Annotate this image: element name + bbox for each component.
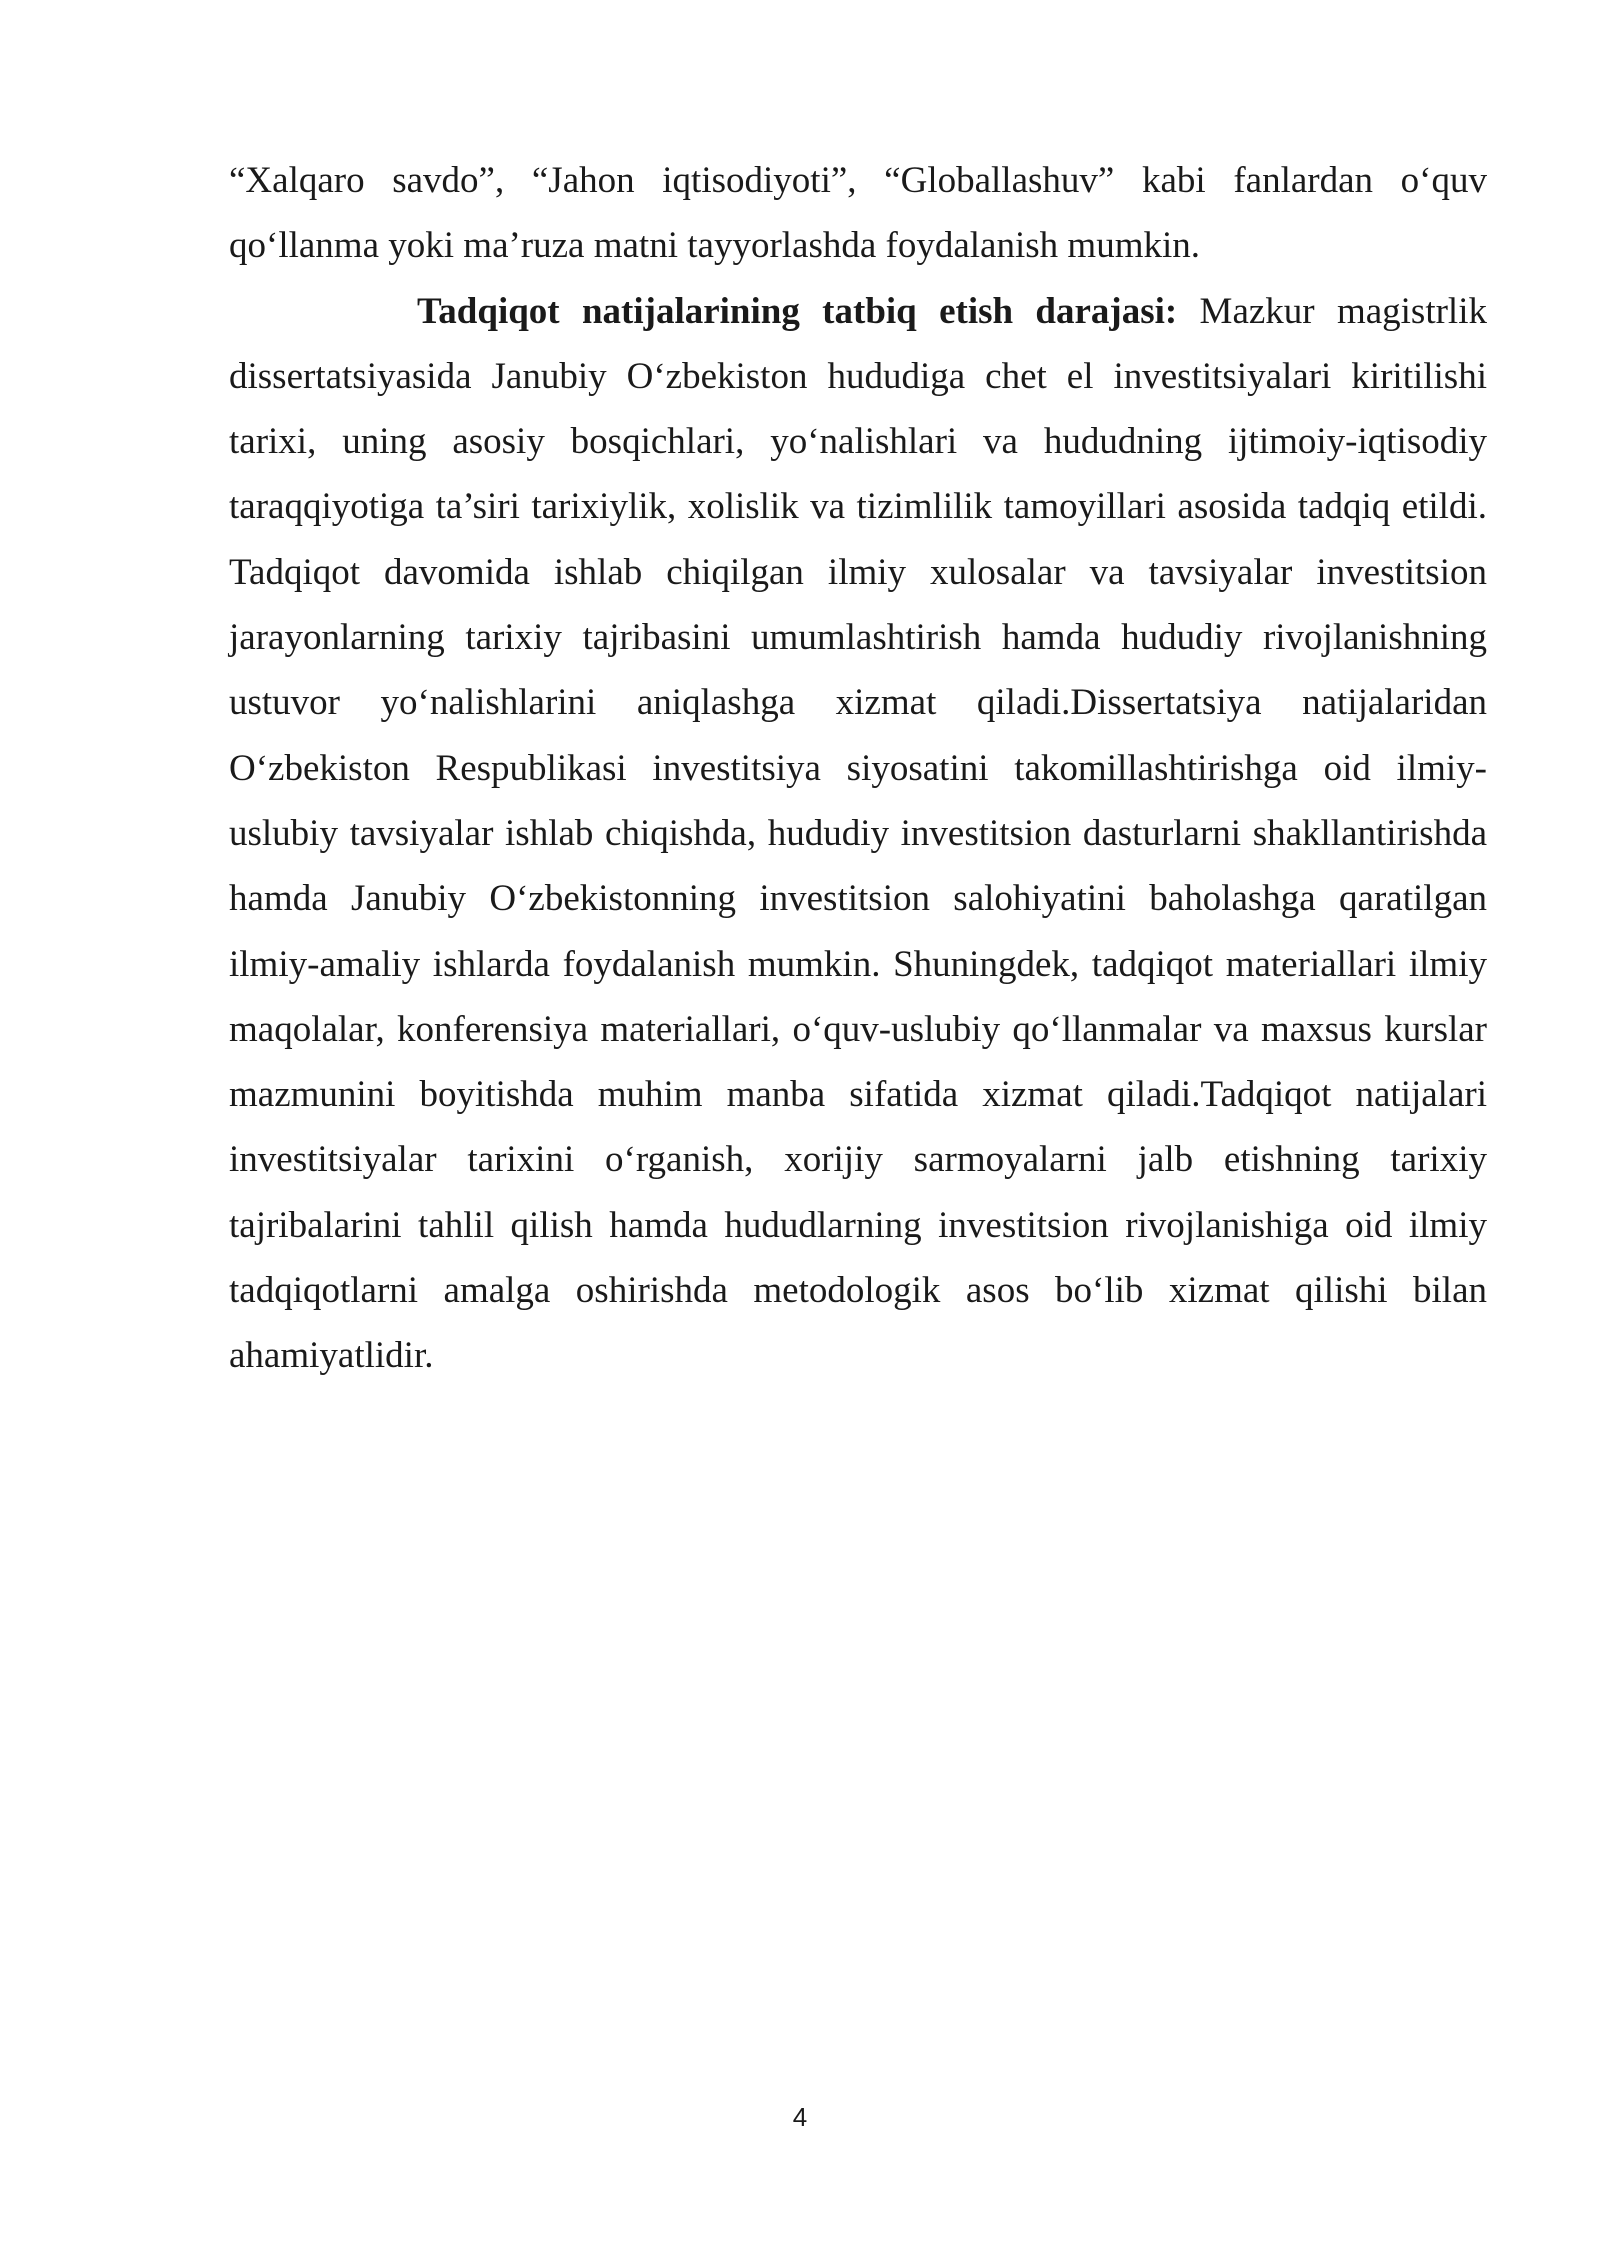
paragraph-continuation: “Xalqaro savdo”, “Jahon iqtisodiyoti”, “Globallashuv” kabi fanlardan o‘quv qo‘llanma yoki ma’ruza matni tayyorlashda foydalanish mumkin. xyxy=(229,160,1487,267)
body-text xyxy=(229,148,1487,1389)
paragraph-implementation xyxy=(229,279,1487,1389)
paragraph-heading: Tadqiqot natijalarining tatbiq etish darajasi: xyxy=(417,290,1178,332)
page-number: 4 xyxy=(792,2102,808,2132)
paragraph-body: Mazkur magistrlik dissertatsiyasida Janubiy O‘zbekiston hududiga chet el investitsiyalari kiritilishi tarixi, uning asosiy bosqichlari, yo‘nalishlari va hududning ijtimoiy-iqtisodiy taraqqiyotiga ta’siri tarixiylik, xolislik va tizimlilik tamoyillari asosida tadqiq etildi. Tadqiqot davomida ishlab chiqilgan ilmiy xulosalar va tavsiyalar investitsion jarayonlarning tarixiy tajribasini umumlashtirish hamda hududiy rivojlanishning ustuvor yo‘nalishlarini aniqlashga xizmat qiladi.Dissertatsiya natijalaridan O‘zbekiston Respublikasi investitsiya siyosatini takomillashtirishga oid ilmiy-uslubiy tavsiyalar ishlab chiqishda, hududiy investitsion dasturlarni shakllantirishda hamda Janubiy O‘zbekistonning investitsion salohiyatini baholashga qaratilgan ilmiy-amaliy ishlarda foydalanish mumkin. Shuningdek, tadqiqot materiallari ilmiy maqolalar, konferensiya materiallari, o‘quv-uslubiy qo‘llanmalar va maxsus kurslar mazmunini boyitishda muhim manba sifatida xizmat qiladi.Tadqiqot natijalari investitsiyalar tarixini o‘rganish, xorijiy sarmoyalarni jalb etishning tarixiy tajribalarini tahlil qilish hamda hududlarning investitsion rivojlanishiga oid ilmiy tadqiqotlarni amalga oshirishda metodologik asos bo‘lib xizmat qilishi bilan ahamiyatlidir. xyxy=(229,290,1487,1377)
